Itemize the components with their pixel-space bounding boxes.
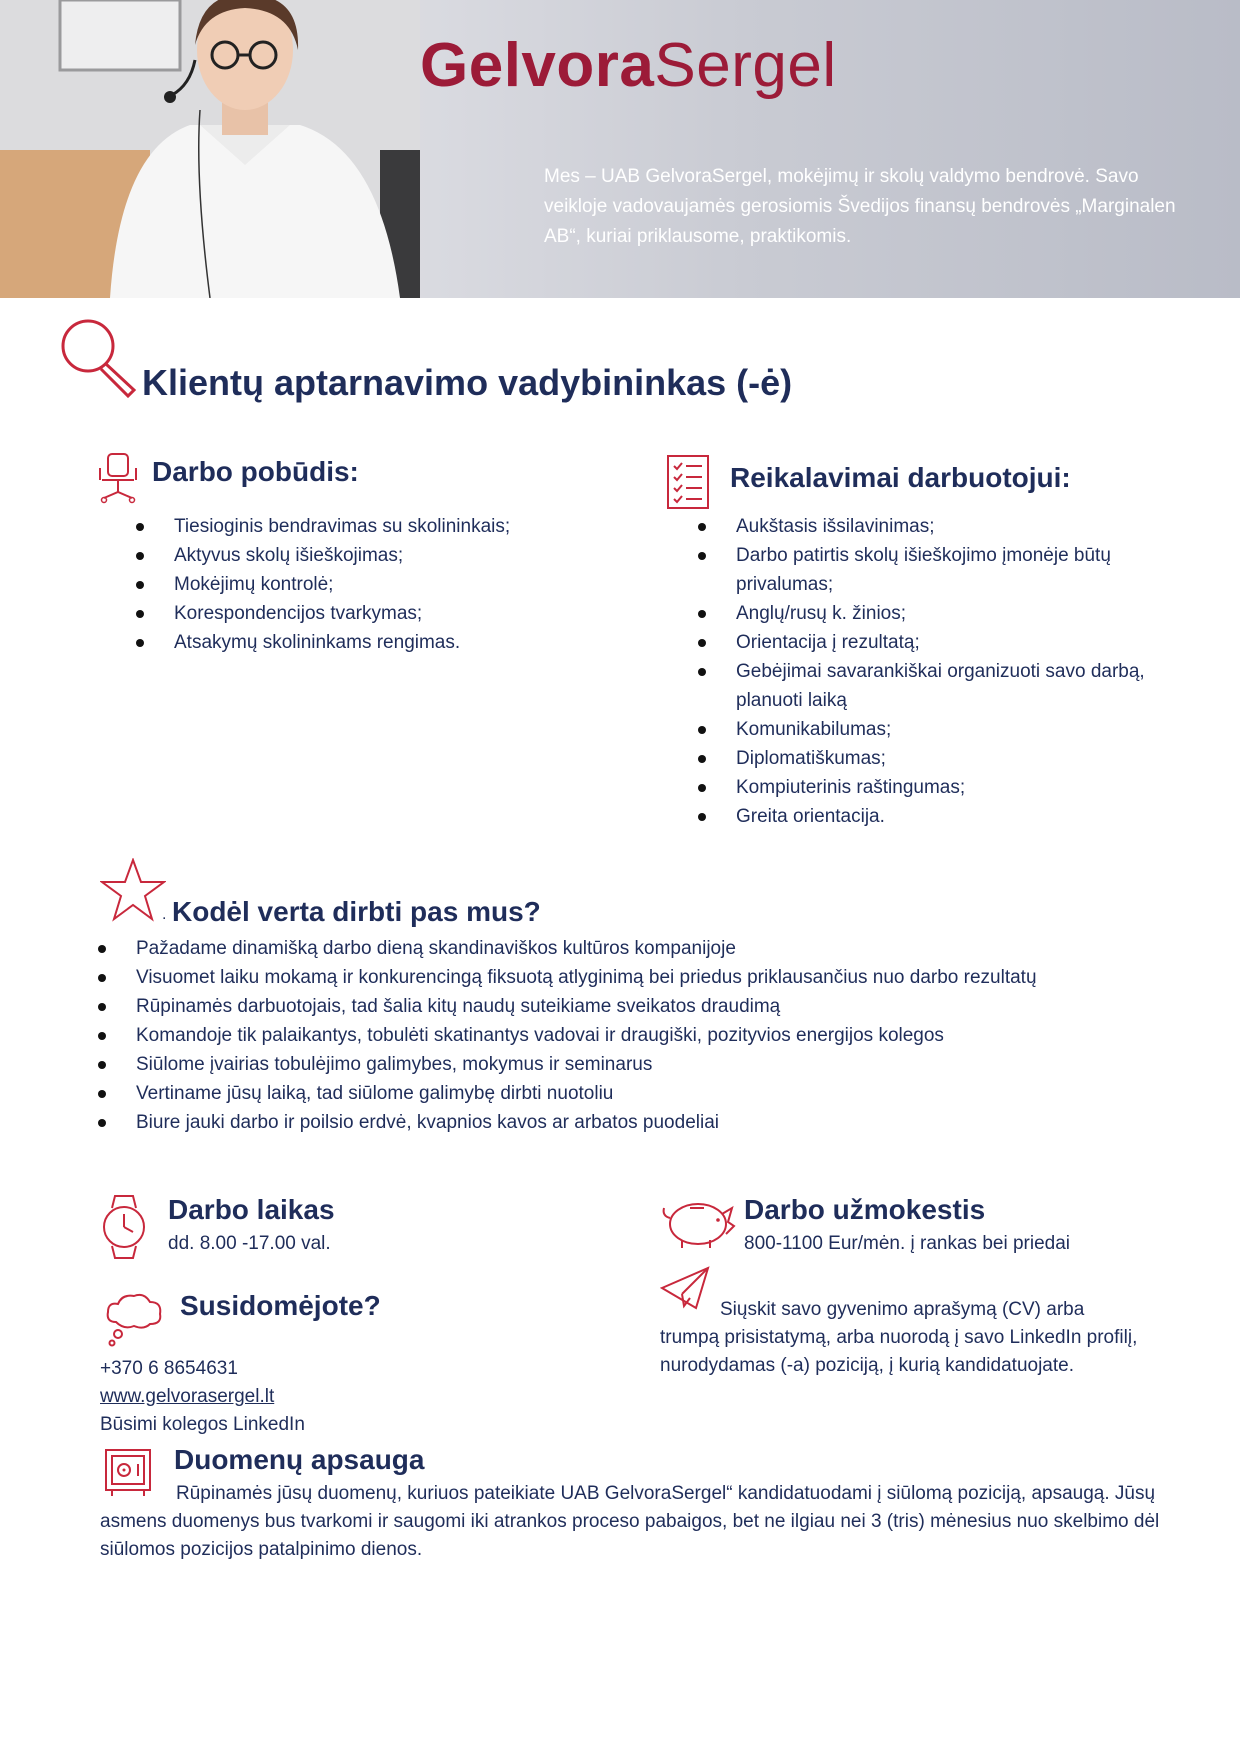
- header-photo: [0, 0, 420, 298]
- phone-number[interactable]: +370 6 8654631: [100, 1358, 238, 1379]
- requirements-list: [698, 512, 1198, 831]
- list-item: Mokėjimų kontrolė;: [136, 570, 616, 599]
- list-item: Aktyvus skolų išieškojimas;: [136, 541, 616, 570]
- list-item: Greita orientacija.: [698, 802, 1198, 831]
- heading-prefix: .: [162, 906, 167, 923]
- list-item: Kompiuterinis raštingumas;: [698, 773, 1198, 802]
- list-item: Gebėjimai savarankiškai organizuoti savo darbą, planuoti laiką: [698, 657, 1198, 715]
- work-nature-heading: Darbo pobūdis:: [152, 456, 359, 487]
- list-item: Tiesioginis bendravimas su skolininkais;: [136, 512, 616, 541]
- work-time-value: dd. 8.00 -17.00 val.: [168, 1233, 331, 1254]
- list-item: Orientacija į rezultatą;: [698, 628, 1198, 657]
- work-time-heading: Darbo laikas: [168, 1194, 335, 1225]
- why-us-list: [98, 934, 1218, 1137]
- list-item: Biure jauki darbo ir poilsio erdvė, kvapnios kavos ar arbatos puodeliai: [98, 1108, 1218, 1137]
- header-banner: [0, 0, 1240, 298]
- list-item: Diplomatiškumas;: [698, 744, 1198, 773]
- data-protection-heading: Duomenų apsauga: [174, 1444, 425, 1475]
- magnifier-icon: [58, 316, 140, 398]
- list-item: Darbo patirtis skolų išieškojimo įmonėje būtų privalumas;: [698, 541, 1198, 599]
- work-nature-list: [136, 512, 616, 657]
- office-chair-icon: [98, 452, 138, 504]
- list-item: Komandoje tik palaikantys, tobulėti skatinantys vadovai ir draugiški, pozityvios energijos kolegos: [98, 1021, 1218, 1050]
- why-us-heading: Kodėl verta dirbti pas mus?: [172, 896, 541, 927]
- list-item: Rūpinamės darbuotojais, tad šalia kitų naudų suteikiame sveikatos draudimą: [98, 992, 1218, 1021]
- requirements-heading: Reikalavimai darbuotojui:: [730, 462, 1071, 493]
- piggy-bank-icon: [660, 1196, 738, 1250]
- list-item: Visuomet laiku mokamą ir konkurencingą fiksuotą atlyginimą bei priedus priklausančius nuo darbo rezultatų: [98, 963, 1218, 992]
- star-icon: [100, 858, 166, 922]
- salary-value: 800-1100 Eur/mėn. į rankas bei priedai: [744, 1233, 1071, 1254]
- list-item: Korespondencijos tvarkymas;: [136, 599, 616, 628]
- list-item: Komunikabilumas;: [698, 715, 1198, 744]
- list-item: Pažadame dinamišką darbo dieną skandinaviškos kultūros kompanijoje: [98, 934, 1218, 963]
- list-item: Siūlome įvairias tobulėjimo galimybes, mokymus ir seminarus: [98, 1050, 1218, 1079]
- interested-heading: Susidomėjote?: [180, 1290, 381, 1321]
- thought-cloud-icon: [104, 1292, 164, 1348]
- website-link[interactable]: www.gelvorasergel.lt: [100, 1386, 275, 1407]
- job-title: Klientų aptarnavimo vadybininkas (-ė): [142, 362, 793, 403]
- company-logo: GelvoraSergel: [420, 31, 837, 100]
- data-protection-text: Rūpinamės jūsų duomenų, kuriuos pateikiate UAB GelvoraSergel“ kandidatuodami į siūlomą poziciją, apsaugą. Jūsų asmens duomenys bus tvarkomi ir saugomi iki atrankos proceso pabaigos, bet ne ilgiau nei 3 (tris) mėnesius nuo skelbimo dėl siūlomos pozicijos patalpinimo dienos.: [100, 1483, 1160, 1560]
- list-item: Anglų/rusų k. žinios;: [698, 599, 1198, 628]
- checklist-icon: [666, 454, 710, 510]
- list-item: Vertiname jūsų laiką, tad siūlome galimybę dirbti nuotoliu: [98, 1079, 1218, 1108]
- list-item: Aukštasis išsilavinimas;: [698, 512, 1198, 541]
- linkedin-link[interactable]: Būsimi kolegos LinkedIn: [100, 1414, 305, 1435]
- intro-text: Mes – UAB GelvoraSergel, mokėjimų ir skolų valdymo bendrovė. Savo veikloje vadovaujamės gerosiomis Švedijos finansų bendrovės „Marginalen AB“, kuriai priklausome, praktikomis.: [544, 166, 1176, 247]
- wristwatch-icon: [102, 1194, 146, 1260]
- apply-text: Siųskit savo gyvenimo aprašymą (CV) arba trumpą prisistatymą, arba nuorodą į savo LinkedIn profilį, nurodydamas (-a) poziciją, į kurią kandidatuojate.: [660, 1299, 1138, 1376]
- list-item: Atsakymų skolininkams rengimas.: [136, 628, 616, 657]
- salary-heading: Darbo užmokestis: [744, 1194, 986, 1225]
